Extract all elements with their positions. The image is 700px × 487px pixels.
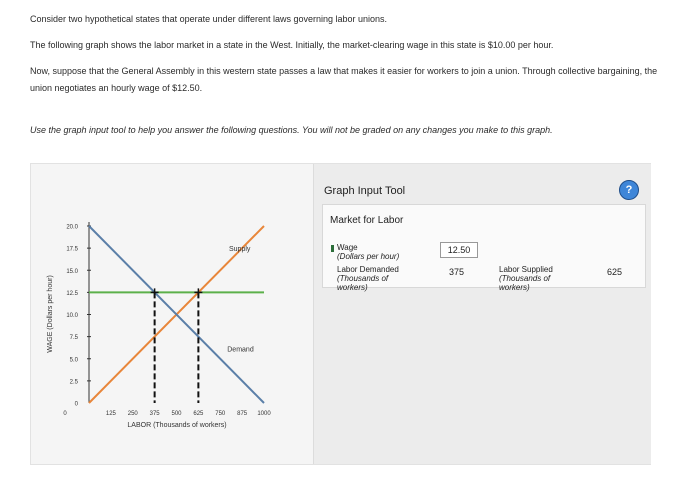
labor-supplied-value: 625 xyxy=(607,267,623,277)
x-tick-label: 250 xyxy=(127,411,138,417)
x-tick-label: 125 xyxy=(105,411,116,417)
intro-paragraph-1: Consider two hypothetical states that operate under different laws governing labor unions. xyxy=(30,14,388,24)
y-tick-label: 0 xyxy=(74,401,78,408)
curve-label: Supply xyxy=(229,245,251,253)
wage-marker-icon xyxy=(331,245,334,252)
intro-paragraph-3: Now, suppose that the General Assembly in this western state passes a law that makes it easier for workers to join a union. Through collective bargaining, the union negotiates an hourly wage of $12.50. xyxy=(30,66,658,93)
labor-supplied-label: Labor Supplied (Thousands of workers) xyxy=(499,265,553,292)
graph-input-tool-title: Graph Input Tool xyxy=(324,185,406,197)
y-tick-label: 15.0 xyxy=(66,268,78,275)
y-tick-label: 17.5 xyxy=(66,246,78,253)
x-tick-label: 500 xyxy=(171,411,182,417)
graph-input-tool xyxy=(313,164,651,464)
labor-market-chart[interactable] xyxy=(31,164,313,464)
labor-demanded-label: Labor Demanded (Thousands of workers) xyxy=(337,265,399,292)
market-table xyxy=(322,204,646,292)
labor-demanded-value: 375 xyxy=(449,267,465,277)
x-tick-label: 750 xyxy=(215,411,226,417)
y-tick-label: 20.0 xyxy=(66,224,78,231)
x-tick-label: 625 xyxy=(193,411,204,417)
y-axis-label: WAGE (Dollars per hour) xyxy=(47,275,54,353)
curve-label: Demand xyxy=(227,346,254,354)
y-tick-label: 5.0 xyxy=(69,357,78,364)
x-tick-label: 875 xyxy=(237,411,248,417)
wage-label: Wage (Dollars per hour) xyxy=(337,243,400,261)
y-tick-label: 7.5 xyxy=(69,335,78,342)
x-tick-label: 0 xyxy=(63,411,67,417)
x-axis-label: LABOR (Thousands of workers) xyxy=(127,422,227,429)
instruction-paragraph: Use the graph input tool to help you answer the following questions. You will not be graded on any changes you make to this graph. xyxy=(30,125,553,135)
graph-panel xyxy=(30,163,651,465)
y-tick-label: 10.0 xyxy=(66,313,78,319)
help-icon[interactable]: ? xyxy=(619,180,639,200)
x-tick-label: 375 xyxy=(149,411,160,417)
y-tick-label: 12.5 xyxy=(66,290,78,297)
intro-paragraph-2: The following graph shows the labor market in a state in the West. Initially, the market-clearing wage in this state is $10.00 per hour. xyxy=(30,40,554,50)
wage-input[interactable]: 12.50 xyxy=(440,242,478,258)
x-tick-label: 1000 xyxy=(257,411,271,417)
y-tick-label: 2.5 xyxy=(69,379,78,386)
market-title: Market for Labor xyxy=(330,215,404,226)
